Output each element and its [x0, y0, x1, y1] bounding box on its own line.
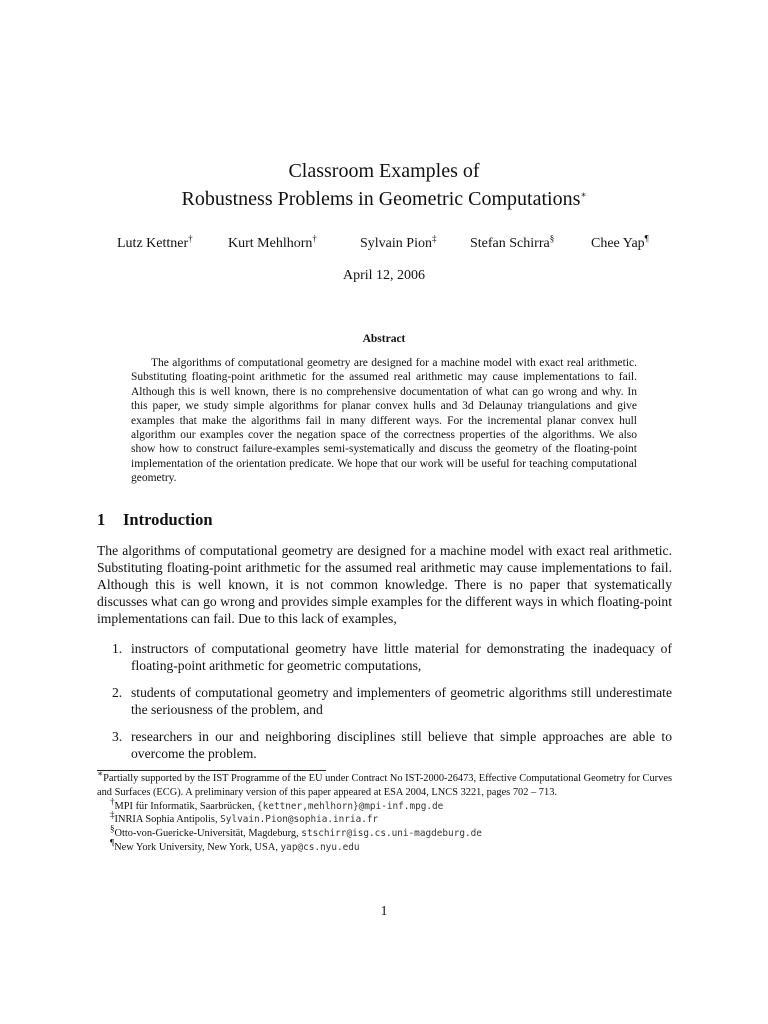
- author-name: Stefan Schirra: [470, 236, 550, 251]
- footnote-mpi: [97, 796, 672, 814]
- paper-date: April 12, 2006: [342, 268, 426, 283]
- author-mark: †: [312, 233, 317, 244]
- footnote-magdeburg: [97, 823, 672, 841]
- author-kettner: [117, 233, 193, 252]
- author-mehlhorn: [228, 233, 317, 252]
- author-mark: §: [549, 233, 555, 244]
- author-list: [0, 233, 768, 258]
- footnote-text: INRIA Sophia Antipolis,: [114, 814, 221, 826]
- author-mark: ¶: [644, 233, 649, 244]
- title-line-2-text: Robustness Problems in Geometric Computations: [181, 188, 581, 210]
- title-line-1: Classroom Examples of: [288, 160, 480, 182]
- section-number: 1: [97, 510, 106, 529]
- section-heading: [97, 510, 213, 530]
- title-footnote-mark: ∗: [580, 189, 587, 200]
- intro-paragraph: The algorithms of computational geometry are designed for a machine model with exact real arithmetic. Substituting floating-point arithmetic for the assumed real arithmetic may cause implementations to fail. Although this is well known, it is not common knowledge. There is no paper that systematically discusses what can go wrong and provides simple examples for the different ways in which floating-point implementations can fail. Due to this lack of examples,: [97, 543, 672, 626]
- email-link[interactable]: {kettner,mehlhorn}@mpi-inf.mpg.de: [257, 800, 444, 812]
- footnote-mark: †: [110, 796, 115, 807]
- footnotes: [97, 768, 672, 855]
- footnote-text: Partially supported by the IST Programme of the EU under Contract No IST-2000-26473, Effective Computational Geometry for Curves and Surfaces (ECG). A preliminary version of this paper appeared at ESA 2004, LNCS 3221, pages 702 – 713.: [97, 773, 672, 798]
- author-name: Chee Yap: [591, 236, 645, 251]
- footnote-mark: ∗: [97, 768, 104, 779]
- footnote-inria: [97, 809, 672, 827]
- email-link[interactable]: stschirr@isg.cs.uni-magdeburg.de: [301, 828, 482, 840]
- list-number: 1.: [112, 641, 123, 656]
- footnote-funding: [97, 768, 672, 800]
- author-yap: [591, 233, 649, 252]
- footnote-text: Otto-von-Guericke-Universität, Magdeburg,: [114, 828, 302, 840]
- author-name: Sylvain Pion: [360, 236, 432, 251]
- abstract-text: The algorithms of computational geometry are designed for a machine model with exact real arithmetic. Substituting floating-point arithmetic for the assumed real arithmetic may cause implementations to fail. Although this is well known, there is no comprehensive documentation of what can go wrong and why. In this paper, we study simple algorithms for planar convex hulls and 3d Delaunay triangulations and give examples that make the algorithms fail in many different ways. For the incremental planar convex hull algorithm our examples cover the negation space of the correctness properties of the algorithms. We also show how to construct failure-examples semi-systematically and discuss the geometry of the floating-point implementation of the orientation predicate. We hope that our work will be useful for teaching computational geometry.: [131, 357, 637, 485]
- email-link[interactable]: yap@cs.nyu.edu: [280, 841, 360, 853]
- footnote-mark: §: [110, 823, 115, 834]
- footnote-rule: [97, 770, 326, 771]
- footnote-nyu: [97, 837, 672, 855]
- author-name: Kurt Mehlhorn: [228, 236, 313, 251]
- list-text: students of computational geometry and implementers of geometric algorithms still underestimate the seriousness of the problem, and: [131, 685, 672, 717]
- abstract-heading: Abstract: [362, 333, 406, 345]
- list-number: 3.: [112, 729, 123, 744]
- author-mark: ‡: [431, 233, 437, 244]
- footnote-text: New York University, New York, USA,: [114, 841, 281, 853]
- email-link[interactable]: Sylvain.Pion@sophia.inria.fr: [220, 814, 379, 826]
- footnote-mark: ¶: [110, 837, 115, 848]
- footnote-mark: ‡: [110, 809, 115, 820]
- author-schirra: [470, 233, 555, 252]
- author-pion: [360, 233, 437, 252]
- list-number: 2.: [112, 685, 123, 700]
- author-name: Lutz Kettner: [117, 236, 189, 251]
- page-number: 1: [380, 903, 388, 918]
- list-text: researchers in our and neighboring disciplines still believe that simple approaches are able to overcome the problem.: [131, 729, 672, 761]
- list-text: instructors of computational geometry have little material for demonstrating the inadequacy of floating-point arithmetic for geometric computations,: [131, 641, 672, 673]
- title-line-2: [0, 185, 768, 213]
- author-mark: †: [188, 233, 193, 244]
- section-title: Introduction: [123, 510, 213, 529]
- footnote-text: MPI für Informatik, Saarbrücken,: [114, 800, 258, 812]
- paper-title: [0, 157, 768, 213]
